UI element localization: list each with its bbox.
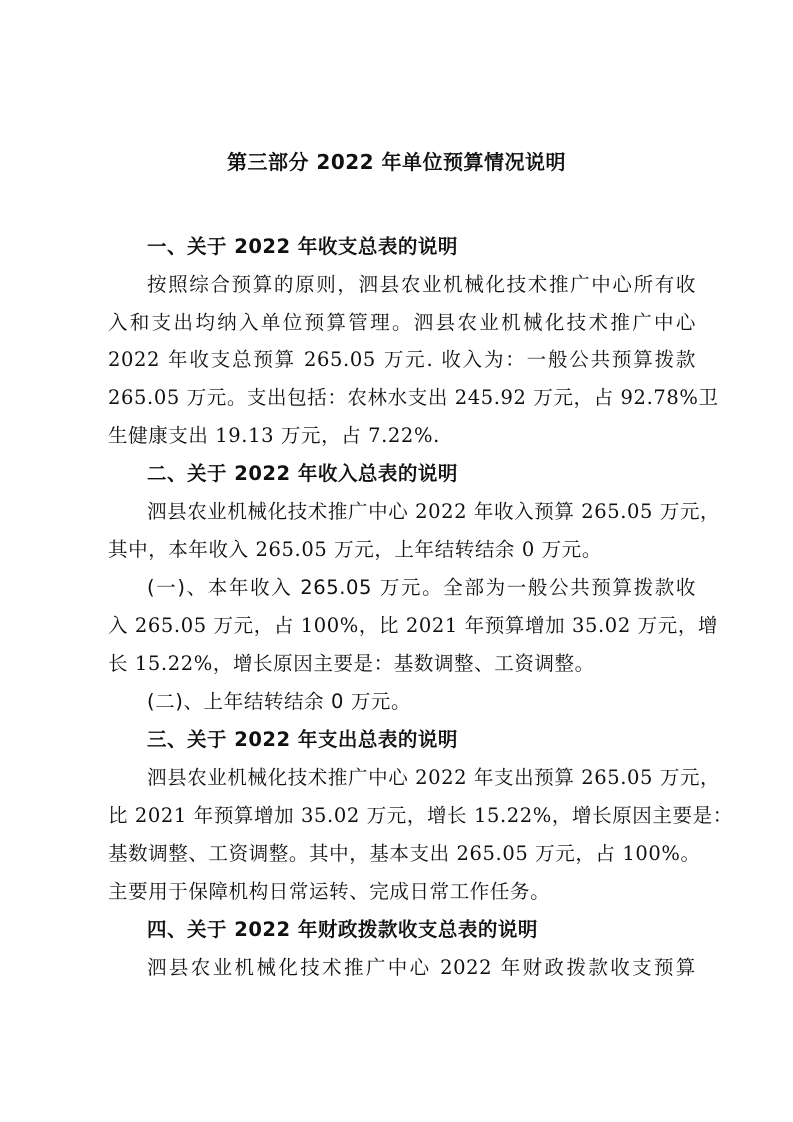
paragraph-line: 泗县农业机械化技术推广中心 2022 年收入预算 265.05 万元， [147,500,721,523]
subsection-line: (一)、本年收入 265.05 万元。全部为一般公共预算拨款收 [147,576,696,599]
paragraph-line: 比 2021 年预算增加 35.02 万元，增长 15.22%，增长原因主要是： [108,804,733,827]
paragraph-line: 2022 年收支总预算 265.05 万元. 收入为：一般公共预算拨款 [108,348,696,371]
section-heading-2: 二、关于 2022 年收入总表的说明 [147,462,458,485]
section-heading-4: 四、关于 2022 年财政拨款收支总表的说明 [147,918,538,941]
section-heading-3: 三、关于 2022 年支出总表的说明 [147,728,458,751]
paragraph-line: 主要用于保障机构日常运转、完成日常工作任务。 [108,880,551,903]
paragraph-line: 生健康支出 19.13 万元，占 7.22%. [108,424,440,447]
paragraph-line: 基数调整、工资调整。其中，基本支出 265.05 万元，占 100%。 [108,842,701,865]
paragraph-line: 泗县农业机械化技术推广中心 2022 年支出预算 265.05 万元， [147,766,721,789]
paragraph-line: 按照综合预算的原则，泗县农业机械化技术推广中心所有收 [147,273,696,296]
section-heading-1: 一、关于 2022 年收支总表的说明 [147,235,458,258]
page-title: 第三部分 2022 年单位预算情况说明 [226,150,567,174]
paragraph-line: 长 15.22%，增长原因主要是：基数调整、工资调整。 [108,652,595,675]
paragraph-line: 入和支出均纳入单位预算管理。泗县农业机械化技术推广中心 [108,311,696,334]
paragraph-line: 入 265.05 万元，占 100%，比 2021 年预算增加 35.02 万元，增 [108,614,719,637]
paragraph-line: 其中，本年收入 265.05 万元，上年结转结余 0 万元。 [108,538,602,561]
paragraph-line: 泗县农业机械化技术推广中心 2022 年财政拨款收支预算 [147,956,696,979]
paragraph-line: 265.05 万元。支出包括：农林水支出 245.92 万元，占 92.78%卫 [108,386,719,409]
subsection-line: (二)、上年结转结余 0 万元。 [147,690,412,713]
